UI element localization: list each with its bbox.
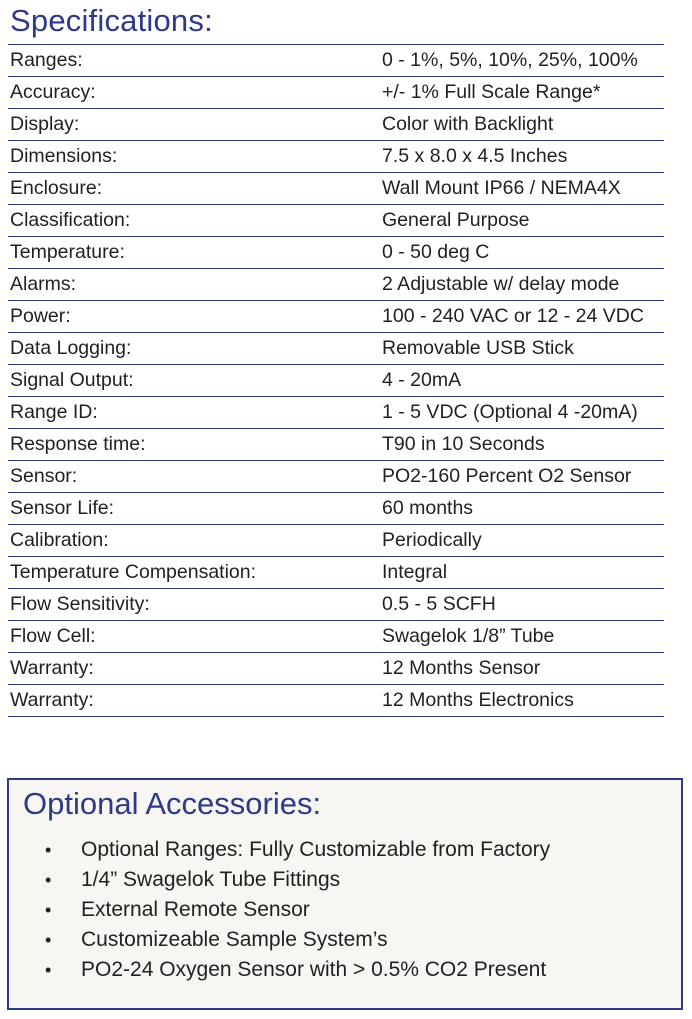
accessory-item — [9, 895, 550, 925]
spec-value: 0 - 1%, 5%, 10%, 25%, 100% — [382, 45, 664, 77]
spec-row — [8, 397, 664, 429]
spec-label: Warranty: — [8, 685, 382, 717]
spec-label: Temperature Compensation: — [8, 557, 382, 589]
spec-value: 7.5 x 8.0 x 4.5 Inches — [382, 141, 664, 173]
specifications-table-body — [8, 45, 664, 717]
spec-row — [8, 173, 664, 205]
spec-row — [8, 365, 664, 397]
spec-label: Accuracy: — [8, 77, 382, 109]
optional-accessories-heading: Optional Accessories: — [23, 786, 322, 821]
spec-label: Dimensions: — [8, 141, 382, 173]
spec-row — [8, 429, 664, 461]
spec-value: PO2-160 Percent O2 Sensor — [382, 461, 664, 493]
accessory-text: Customizeable Sample System’s — [81, 928, 388, 951]
spec-label: Temperature: — [8, 237, 382, 269]
spec-value: 4 - 20mA — [382, 365, 664, 397]
spec-label: Signal Output: — [8, 365, 382, 397]
accessory-item — [9, 835, 550, 865]
accessory-text: PO2-24 Oxygen Sensor with > 0.5% CO2 Present — [81, 958, 547, 981]
spec-label: Flow Cell: — [8, 621, 382, 653]
optional-accessories-list — [9, 835, 550, 985]
specifications-heading: Specifications: — [10, 3, 213, 38]
accessory-item — [9, 955, 550, 985]
spec-label: Classification: — [8, 205, 382, 237]
spec-row — [8, 205, 664, 237]
spec-value: +/- 1% Full Scale Range* — [382, 77, 664, 109]
specifications-table — [8, 44, 664, 717]
accessory-text: Optional Ranges: Fully Customizable from Factory — [81, 838, 551, 861]
spec-row — [8, 589, 664, 621]
spec-label: Sensor Life: — [8, 493, 382, 525]
spec-value: 100 - 240 VAC or 12 - 24 VDC — [382, 301, 664, 333]
spec-label: Calibration: — [8, 525, 382, 557]
bullet-icon: • — [45, 930, 52, 950]
spec-row — [8, 493, 664, 525]
spec-row — [8, 301, 664, 333]
spec-row — [8, 109, 664, 141]
spec-row — [8, 237, 664, 269]
spec-label: Range ID: — [8, 397, 382, 429]
bullet-icon: • — [45, 900, 52, 920]
spec-row — [8, 269, 664, 301]
spec-label: Flow Sensitivity: — [8, 589, 382, 621]
spec-label: Sensor: — [8, 461, 382, 493]
spec-value: Integral — [382, 557, 664, 589]
spec-value: Removable USB Stick — [382, 333, 664, 365]
optional-accessories-box — [7, 778, 683, 1010]
spec-row — [8, 77, 664, 109]
spec-row — [8, 653, 664, 685]
spec-value: Periodically — [382, 525, 664, 557]
spec-label: Data Logging: — [8, 333, 382, 365]
spec-value: 2 Adjustable w/ delay mode — [382, 269, 664, 301]
spec-row — [8, 685, 664, 717]
spec-label: Warranty: — [8, 653, 382, 685]
spec-value: 0 - 50 deg C — [382, 237, 664, 269]
bullet-icon: • — [45, 870, 52, 890]
spec-label: Display: — [8, 109, 382, 141]
accessory-item — [9, 865, 550, 895]
spec-value: T90 in 10 Seconds — [382, 429, 664, 461]
bullet-icon: • — [45, 960, 52, 980]
spec-value: 1 - 5 VDC (Optional 4 -20mA) — [382, 397, 664, 429]
spec-value: Color with Backlight — [382, 109, 664, 141]
spec-label: Ranges: — [8, 45, 382, 77]
spec-value: Swagelok 1/8” Tube — [382, 621, 664, 653]
spec-value: 0.5 - 5 SCFH — [382, 589, 664, 621]
spec-value: 60 months — [382, 493, 664, 525]
spec-value: Wall Mount IP66 / NEMA4X — [382, 173, 664, 205]
spec-row — [8, 525, 664, 557]
spec-label: Enclosure: — [8, 173, 382, 205]
spec-row — [8, 45, 664, 77]
spec-value: General Purpose — [382, 205, 664, 237]
accessory-text: 1/4” Swagelok Tube Fittings — [81, 868, 341, 891]
spec-value: 12 Months Sensor — [382, 653, 664, 685]
spec-row — [8, 141, 664, 173]
spec-row — [8, 621, 664, 653]
spec-row — [8, 333, 664, 365]
spec-row — [8, 557, 664, 589]
spec-value: 12 Months Electronics — [382, 685, 664, 717]
spec-label: Response time: — [8, 429, 382, 461]
spec-label: Alarms: — [8, 269, 382, 301]
accessory-item — [9, 925, 550, 955]
spec-label: Power: — [8, 301, 382, 333]
accessory-text: External Remote Sensor — [81, 898, 310, 921]
bullet-icon: • — [45, 840, 52, 860]
spec-row — [8, 461, 664, 493]
